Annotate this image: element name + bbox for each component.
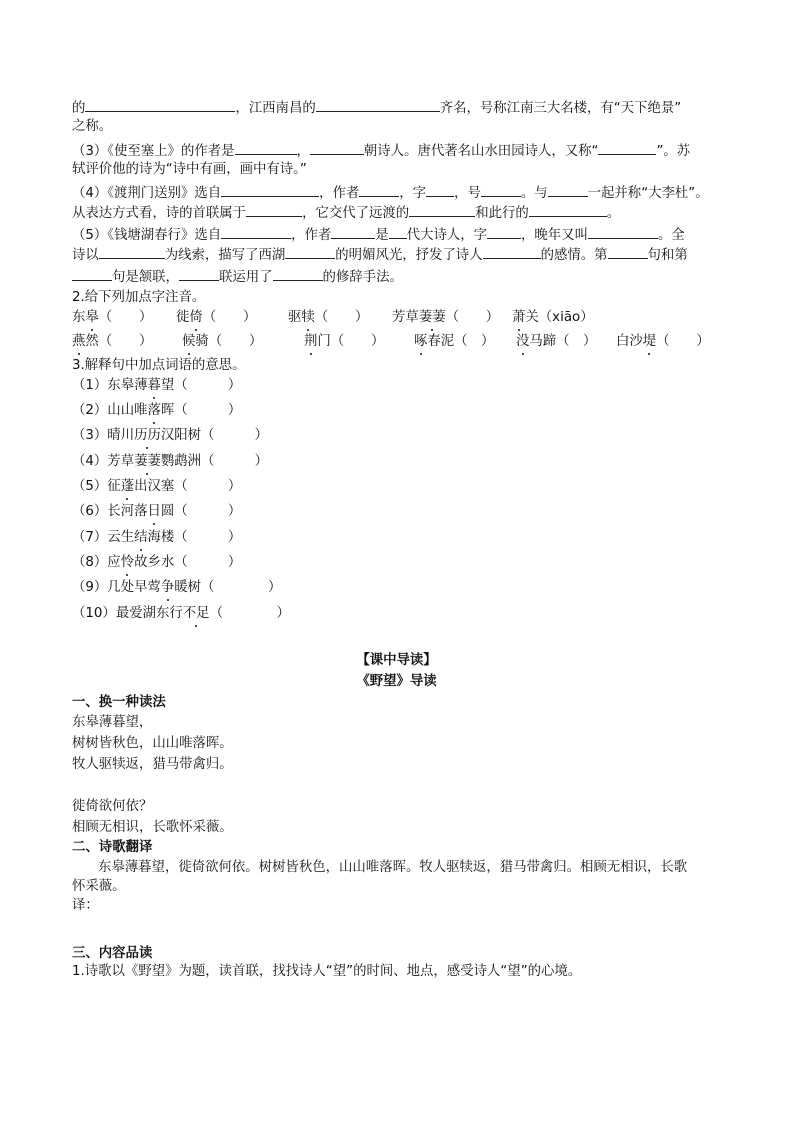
blank[interactable]: [85, 97, 235, 112]
meaning-item: （2）山山唯落晖（ ）: [72, 401, 241, 421]
blank[interactable]: [316, 97, 440, 112]
question-3-cont: 轼评价他的诗为“诗中有画，画中有诗。”: [72, 162, 307, 177]
blank[interactable]: [588, 224, 658, 239]
blank[interactable]: [221, 224, 291, 239]
pinyin-item: 荆门（ ）: [304, 332, 384, 352]
translation-text: 怀采薇。: [72, 879, 126, 894]
pinyin-item: 啄春泥（ ）: [414, 332, 494, 352]
translation-label: 译：: [72, 898, 99, 913]
meaning-item: （4）芳草萋萋鹦鹉洲（ ）: [72, 452, 268, 472]
poem-line: 相顾无相识，长歌怀采薇。: [72, 820, 233, 835]
blank[interactable]: [529, 202, 607, 217]
blank[interactable]: [481, 182, 521, 197]
blank[interactable]: [359, 182, 399, 197]
question-1: 1.诗歌以《野望》为题，读首联，找找诗人“望”的时间、地点，感受诗人“望”的心境。: [72, 964, 582, 979]
poem-line: 牧人驱犊返，猎马带禽归。: [72, 757, 233, 772]
meaning-item: （3）晴川历历汉阳树（ ）: [72, 426, 268, 446]
question-3: （3）《使至塞上》的作者是 ， 朝诗人。唐代著名山水田园诗人，又称“ ”。苏: [72, 140, 690, 160]
meanings-title: 3.解释句中加点词语的意思。: [72, 358, 246, 373]
pinyin-item: 没马蹄（ ）: [516, 332, 596, 352]
blank[interactable]: [608, 244, 648, 259]
heading-2: 二、诗歌翻译: [72, 840, 153, 855]
blank[interactable]: [285, 244, 335, 259]
blank[interactable]: [409, 202, 475, 217]
heading-3: 三、内容品读: [72, 946, 153, 961]
poem-line: 树树皆秋色，山山唯落晖。: [72, 736, 233, 751]
pinyin-item: 萧关（xiāo）: [512, 308, 594, 328]
pinyin-item: 燕然（ ）: [72, 332, 152, 352]
poem-line: 徙倚欲何依？: [72, 799, 153, 814]
meaning-item: （9）几处早莺争暖树（ ）: [72, 578, 281, 598]
question-4: （4）《渡荆门送别》选自 ，作者 ，字 ，号 。与 一起并称“大李杜”。: [72, 182, 709, 202]
blank[interactable]: [548, 182, 588, 197]
blank[interactable]: [235, 140, 297, 155]
translation-text: 东皋薄暮望，徙倚欲何依。树树皆秋色，山山唯落晖。牧人驱犊返，猎马带禽归。相顾无相识，长歌: [98, 860, 688, 875]
fill-line-2: 之称。: [72, 119, 113, 134]
pinyin-item: 白沙堤（ ）: [616, 332, 710, 352]
poem-line: 东皋薄暮望，: [72, 715, 153, 730]
meaning-item: （5）征蓬出汉塞（ ）: [72, 477, 241, 497]
section-heading: 【课中导读】: [356, 653, 437, 668]
pinyin-item: 芳草萋萋（ ）: [392, 308, 499, 328]
pinyin-item: 驱犊（ ）: [288, 308, 368, 328]
meaning-item: （10）最爱湖东行不足（ ）: [72, 604, 290, 624]
blank[interactable]: [179, 266, 219, 281]
blank[interactable]: [389, 224, 407, 239]
question-5-cont: 诗以 为线索，描写了西湖 的明媚风光，抒发了诗人 的感情。第 句和第: [72, 244, 688, 264]
meaning-item: （6）长河落日圆（ ）: [72, 502, 241, 522]
blank[interactable]: [426, 182, 454, 197]
blank[interactable]: [487, 224, 521, 239]
question-5-cont2: 句是颔联， 联运用了 的修辞手法。: [72, 266, 403, 286]
question-4-cont: 从表达方式看，诗的首联属于 ，它交代了远渡的 和此行的 。: [72, 202, 620, 222]
guide-title: 《野望》导读: [356, 674, 437, 689]
pinyin-item: 候骑（ ）: [182, 332, 262, 352]
blank[interactable]: [331, 224, 375, 239]
blank[interactable]: [221, 182, 319, 197]
pinyin-title: 2.给下列加点字注音。: [72, 290, 206, 305]
blank[interactable]: [273, 266, 323, 281]
blank[interactable]: [99, 244, 165, 259]
blank[interactable]: [310, 140, 364, 155]
blank[interactable]: [598, 140, 656, 155]
pinyin-item: 东皋（ ）: [72, 308, 152, 328]
blank[interactable]: [72, 266, 112, 281]
question-5: （5）《钱塘湖春行》选自 ，作者 是 代大诗人，字 ，晚年又叫 。全: [72, 224, 685, 244]
heading-1: 一、换一种读法: [72, 695, 166, 710]
blank[interactable]: [483, 244, 541, 259]
meaning-item: （8）应怜故乡水（ ）: [72, 553, 241, 573]
pinyin-item: 徙倚（ ）: [176, 308, 256, 328]
meaning-item: （1）东皋薄暮望（ ）: [72, 376, 241, 396]
meaning-item: （7）云生结海楼（ ）: [72, 528, 241, 548]
fill-line-1: 的 ，江西南昌的 齐名，号称江南三大名楼，有“天下绝景”: [72, 97, 681, 117]
blank[interactable]: [246, 202, 302, 217]
